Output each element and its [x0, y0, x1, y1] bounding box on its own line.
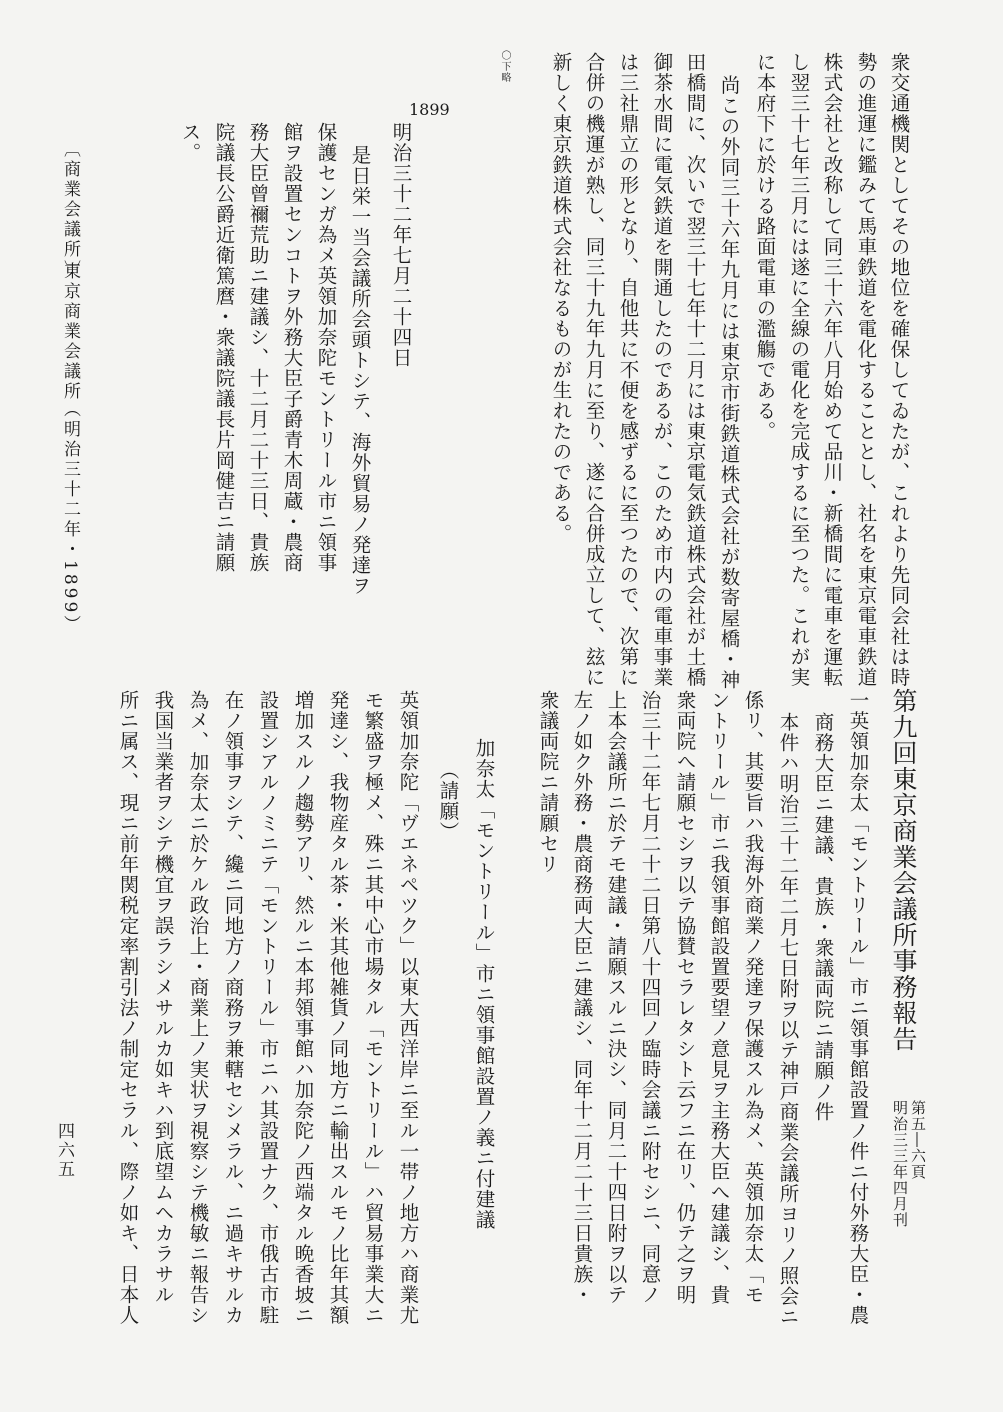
source-title: 東京商業会議所 [60, 262, 80, 402]
source-bracket: 〔商業会議所〕 [60, 140, 80, 280]
petition-line: 所ニ属ス、現ニ前年関税定率割引法ノ制定セラル、際ノ如キ、日本人 [116, 690, 140, 1326]
petition-heading: 加奈太「モントリール」市ニ領事館設置ノ義ニ付建議 [472, 738, 496, 1230]
entry-line: 館ヲ設置センコトヲ外務大臣子爵青木周蔵・農商 [280, 122, 304, 573]
text-column: 田橋間に、次いで翌三十七年十二月には東京電気鉄道株式会社が土橋 [683, 52, 707, 688]
item-line: 衆両院へ請願セシヲ以テ協賛セラレタシト云フニ在リ、仍テ之ヲ明 [673, 690, 697, 1305]
petition-line: 増加スルノ趨勢アリ、然ルニ本邦領事館ハ加奈陀ノ西端タル晩香坡ニ [291, 690, 315, 1326]
date-heading: 明治三十二年七月二十四日 [389, 122, 413, 368]
item-line: 上本会議所ニ於テモ建議・請願スルニ決シ、同月二十四日附ヲ以テ [604, 690, 628, 1305]
entry-line: 院議長公爵近衛篤麿・衆議院議長片岡健吉ニ請願 [212, 122, 236, 573]
petition-line: 在ノ領事ヲシテ、纔ニ同地方ノ商務ヲ兼轄セシメラル、ニ過キサルカ [221, 690, 245, 1326]
item-line: 治三十二年七月二十二日第八十四回ノ臨時会議ニ附セシニ、同意ノ [638, 690, 662, 1305]
text-column: 株式会社と改称して同三十六年八月始めて品川・新橋間に電車を運転 [820, 52, 844, 688]
petition-line: モ繁盛ヲ極メ、殊ニ其中心市場タル「モントリール」ハ貿易事業大ニ [361, 690, 385, 1326]
text-column: に本府下に於ける路面電車の濫觴である。 [753, 52, 777, 442]
petition-line: 発達シ、我物産タル茶・米其他雑貨ノ同地方ニ輸出スルモノ比年其額 [326, 690, 350, 1326]
item-line: 係リ、其要旨ハ我海外商業ノ発達ヲ保護スル為メ、英領加奈太「モ [741, 690, 765, 1305]
text-column: 衆交通機関としてその地位を確保してゐたが、これより先同会社は時 [887, 52, 911, 688]
text-column: し翌三十七年三月には遂に全線の電化を完成するに至つた。これが実 [787, 52, 811, 688]
item-line: 衆議両院ニ請願セリ [536, 690, 560, 875]
omission-note: 〇下略 [499, 50, 510, 83]
text-column: 尚この外同三十六年九月には東京市街鉄道株式会社が数寄屋橋・神 [717, 75, 741, 690]
petition-line: 我国当業者ヲシテ機宜ヲ誤ラシメサルカ如キハ到底望ムヘカラサル [151, 690, 175, 1305]
item-line: 商務大臣ニ建議、貴族・衆議両院ニ請願ノ件 [811, 712, 835, 1122]
source-date: （明治三十二年・1899） [60, 400, 80, 636]
petition-line: 為メ、加奈太ニ於ケル政治上・商業上ノ実状ヲ視察シテ機敏ニ報告シ [186, 690, 210, 1326]
item-line: 一英領加奈太「モントリール」市ニ領事館設置ノ件ニ付外務大臣・農 [846, 690, 870, 1326]
text-column: 御茶水間に電気鉄道を開通したのであるが、このため市内の電車事業 [650, 52, 674, 688]
year-label: 1899 [409, 100, 450, 119]
petition-line: 設置シアルノミニテ「モントリール」市ニハ其設置ナク、市俄古市駐 [256, 690, 280, 1326]
page-number: 四六五 [54, 1122, 74, 1179]
issue-info: 明治三三年四月刊 [891, 1100, 909, 1228]
entry-line: 是日栄一当会議所会頭トシテ、海外貿易ノ発達ヲ [348, 145, 372, 596]
report-title: 第九回東京商業会議所事務報告 [889, 688, 918, 1052]
text-column: は三社鼎立の形となり、自他共に不便を感ずるに至つたので、次第に [616, 52, 640, 688]
issue-info: 第五―六頁 [909, 1100, 927, 1180]
item-line: ントリール」市ニ我領事館設置要望ノ意見ヲ主務大臣へ建議シ、貴 [707, 690, 731, 1305]
item-line: 左ノ如ク外務・農商務両大臣ニ建議シ、同年十二月二十三日貴族・ [570, 690, 594, 1305]
entry-line: 務大臣曾禰荒助ニ建議シ、十二月二十三日、貴族 [246, 122, 270, 573]
entry-line: ス。 [178, 122, 202, 163]
petition-line: 英領加奈陀「ヴエネペツク」以東大西洋岸ニ至ル一帯ノ地方ハ商業尤 [396, 690, 420, 1326]
text-column: 合併の機運が熟し、同三十九年九月に至り、遂に合併成立して、玆に [582, 52, 606, 688]
item-line: 本件ハ明治三十二年二月七日附ヲ以テ神戸商業会議所ヨリノ照会ニ [776, 712, 800, 1327]
text-column: 新しく東京鉄道株式会社なるものが生れたのである。 [549, 52, 573, 544]
text-column: 勢の進運に鑑みて馬車鉄道を電化することとし、社名を東京電車鉄道 [854, 52, 878, 688]
entry-line: 保護センガ為メ英領加奈陀モントリール市ニ領事 [314, 122, 338, 573]
petition-label: （請願） [436, 760, 460, 842]
